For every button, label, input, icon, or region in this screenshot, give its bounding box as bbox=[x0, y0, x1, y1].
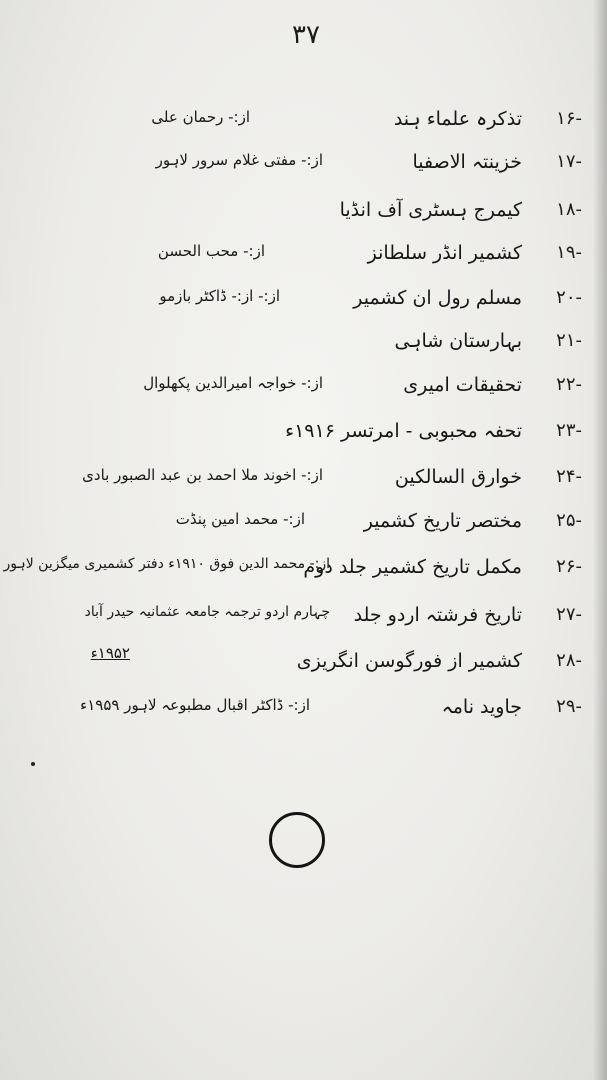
list-item bbox=[0, 108, 607, 148]
list-item bbox=[0, 604, 607, 644]
entry-author: از:- محمد امین پنڈت bbox=[175, 510, 305, 528]
circle-mark bbox=[269, 812, 325, 868]
list-item bbox=[0, 510, 607, 550]
entry-number: -۱۹ bbox=[556, 242, 582, 263]
entry-number: -۲۸ bbox=[556, 650, 582, 671]
entry-number: -۲۶ bbox=[556, 556, 582, 577]
entry-title: بہارستان شاہی bbox=[394, 330, 522, 352]
entry-number: -۲۵ bbox=[556, 510, 582, 531]
entry-title: خوارق السالکین bbox=[394, 466, 522, 488]
list-item bbox=[0, 466, 607, 506]
entry-title: جاوید نامہ bbox=[441, 696, 522, 718]
entry-title: مکمل تاریخ کشمیر جلد دوم bbox=[303, 556, 522, 578]
entry-number: -۲۷ bbox=[556, 604, 582, 625]
entry-title: مسلم رول ان کشمیر bbox=[353, 287, 522, 309]
list-item bbox=[0, 696, 607, 736]
list-item bbox=[0, 242, 607, 282]
entry-number: -۲۳ bbox=[556, 420, 582, 441]
list-item bbox=[0, 287, 607, 327]
entry-author: از:- ڈاکٹر اقبال مطبوعہ لاہور ۱۹۵۹ء bbox=[80, 696, 310, 714]
entry-author: از:- خواجہ امیرالدین پکھلوال bbox=[143, 374, 323, 392]
entry-number: -۲۴ bbox=[556, 466, 582, 487]
entry-number: -۲۹ bbox=[556, 696, 582, 717]
entry-author: از:- اخوند ملا احمد بن عبد الصبور بادی bbox=[82, 466, 323, 484]
entry-title: تذکرہ علماء ہند bbox=[393, 108, 522, 130]
list-item bbox=[0, 556, 607, 596]
entry-author: از:- محمد الدین فوق ۱۹۱۰ء دفتر کشمیری میگزین لاہور bbox=[3, 556, 330, 572]
entry-author: ۱۹۵۲ء bbox=[90, 644, 130, 662]
list-item bbox=[0, 644, 607, 690]
entry-title: تحقیقات امیری bbox=[403, 374, 522, 396]
entry-title: خزینتہ الاصفیا bbox=[412, 151, 522, 173]
entry-title: کشمیر از فورگوسن انگریزی bbox=[296, 650, 522, 672]
page-number: ۳۷ bbox=[292, 20, 320, 50]
list-item bbox=[0, 151, 607, 191]
entry-number: -۲۱ bbox=[556, 330, 582, 351]
entry-author: از:- رحمان علی bbox=[151, 108, 250, 126]
list-item bbox=[0, 199, 607, 239]
entry-title: تحفہ محبوبی - امرتسر ۱۹۱۶ء bbox=[285, 420, 522, 442]
entry-title: مختصر تاریخ کشمیر bbox=[363, 510, 522, 532]
entry-author: از:- مفتی غلام سرور لاہور bbox=[155, 151, 323, 169]
entry-title: کشمیر انڈر سلطانز bbox=[367, 242, 522, 264]
entry-number: -۲۲ bbox=[556, 374, 582, 395]
entry-number: -۱۸ bbox=[556, 199, 582, 220]
entry-author: چہارم اردو ترجمہ جامعہ عثمانیہ حیدر آباد bbox=[84, 604, 330, 620]
entry-number: -۲۰ bbox=[556, 287, 582, 308]
entry-author: از:- از:- ڈاکٹر بازمو bbox=[159, 287, 280, 305]
entry-number: -۱۶ bbox=[556, 108, 582, 129]
list-item bbox=[0, 420, 607, 460]
list-item bbox=[0, 374, 607, 414]
entry-number: -۱۷ bbox=[556, 151, 582, 172]
list-item bbox=[0, 330, 607, 370]
entry-title: تاریخ فرشتہ اردو جلد bbox=[353, 604, 522, 626]
entry-title: کیمرج ہسٹری آف انڈیا bbox=[339, 199, 522, 221]
entry-author: از:- محب الحسن bbox=[157, 242, 265, 260]
ink-dot bbox=[31, 762, 35, 766]
